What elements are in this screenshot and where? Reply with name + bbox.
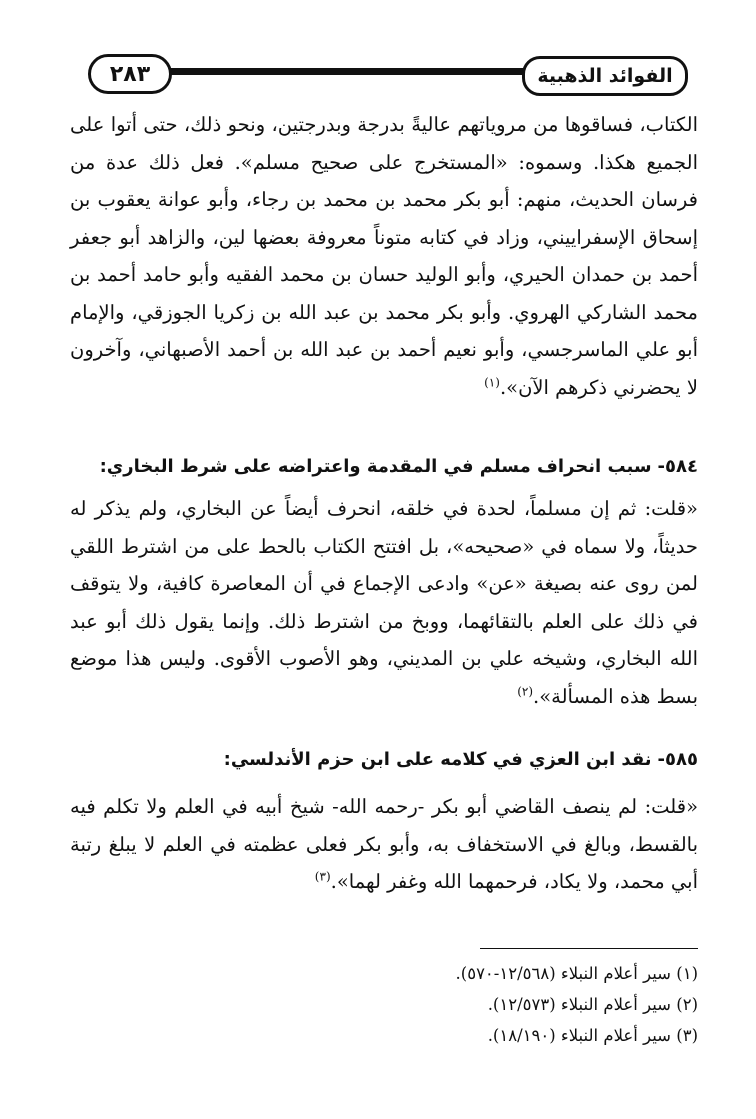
section-number-585: ٥٨٥- (657, 749, 698, 770)
footnote-separator (480, 948, 698, 949)
footnote-1: (١) سير أعلام النبلاء (١٢/٥٦٨-٥٧٠). (455, 964, 698, 983)
paragraph-3-text: «قلت: لم ينصف القاضي أبو بكر -رحمه الله- شيخ أبيه في العلم ولا تكلم فيه بالقسط، وبالغ في الاستخفاف به، وأبو بكر فعلى عظمته في العلم لا يبلغ رتبة أبي محمد، ولا يكاد، فرحمهما الله وغفر لهما». (70, 795, 698, 893)
paragraph-2-text: «قلت: ثم إن مسلماً، لحدة في خلقه، انحرف أيضاً عن البخاري، ولم يذكر له حديثاً، ولا سماه في «صحيحه»، بل افتتح الكتاب بالحط على من اشترط اللقي لمن روى عنه بصيغة «عن» وادعى الإجماع في أن المعاصرة كافية، ولا يتوقف في ذلك على العلم بالتقائهما، ووبخ من اشترط ذلك. وإنما يقول ذلك أبو عبد الله البخاري، وشيخه علي بن المديني، وهو الأصوب الأقوى. وليس هذا موضع بسط هذه المسألة». (70, 497, 698, 708)
header-rule (148, 68, 538, 75)
footnotes (70, 958, 698, 1051)
footnote-ref-2: (٢) (517, 684, 534, 698)
footnote-2: (٢) سير أعلام النبلاء (١٢/٥٧٣). (487, 995, 698, 1014)
paragraph-1 (70, 106, 698, 406)
section-title-585: نقد ابن العزي في كلامه على ابن حزم الأندلسي: (223, 749, 652, 770)
section-heading-585 (70, 745, 698, 775)
section-heading-584 (70, 452, 698, 482)
page-header (88, 52, 688, 96)
paragraph-2 (70, 490, 698, 715)
section-title-584: سبب انحراف مسلم في المقدمة واعتراضه على شرط البخاري: (99, 456, 652, 477)
footnote-ref-3: (٣) (314, 869, 331, 884)
footnote-ref-1: (١) (484, 375, 500, 389)
paragraph-3 (70, 788, 698, 901)
footnote-3: (٣) سير أعلام النبلاء (١٨/١٩٠). (487, 1026, 698, 1045)
running-title: الفوائد الذهبية (522, 56, 688, 96)
paragraph-1-text: الكتاب، فساقوها من مروياتهم عاليةً بدرجة وبدرجتين، ونحو ذلك، حتى أتوا على الجميع هكذا. وسموه: «المستخرج على صحيح مسلم». فعل ذلك عدة من فرسان الحديث، منهم: أبو بكر محمد بن محمد بن رجاء، وأبو عوانة يعقوب بن إسحاق الإسفراييني، وزاد في كتابه متوناً معروفة بعضها لين، والزاهد أبو جعفر أحمد بن حمدان الحيري، وأبو الوليد حسان بن محمد الفقيه وأبو حامد أحمد بن محمد الشاركي الهروي. وأبو بكر محمد بن عبد الله بن زكريا الجوزقي، والإمام أبو علي الماسرجسي، وأبو نعيم أحمد بن عبد الله بن أحمد الأصبهاني، وآخرون لا يحضرني ذكرهم الآن». (70, 113, 698, 399)
page-number: ٢٨٣ (88, 54, 172, 94)
section-number-584: ٥٨٤- (657, 456, 698, 477)
